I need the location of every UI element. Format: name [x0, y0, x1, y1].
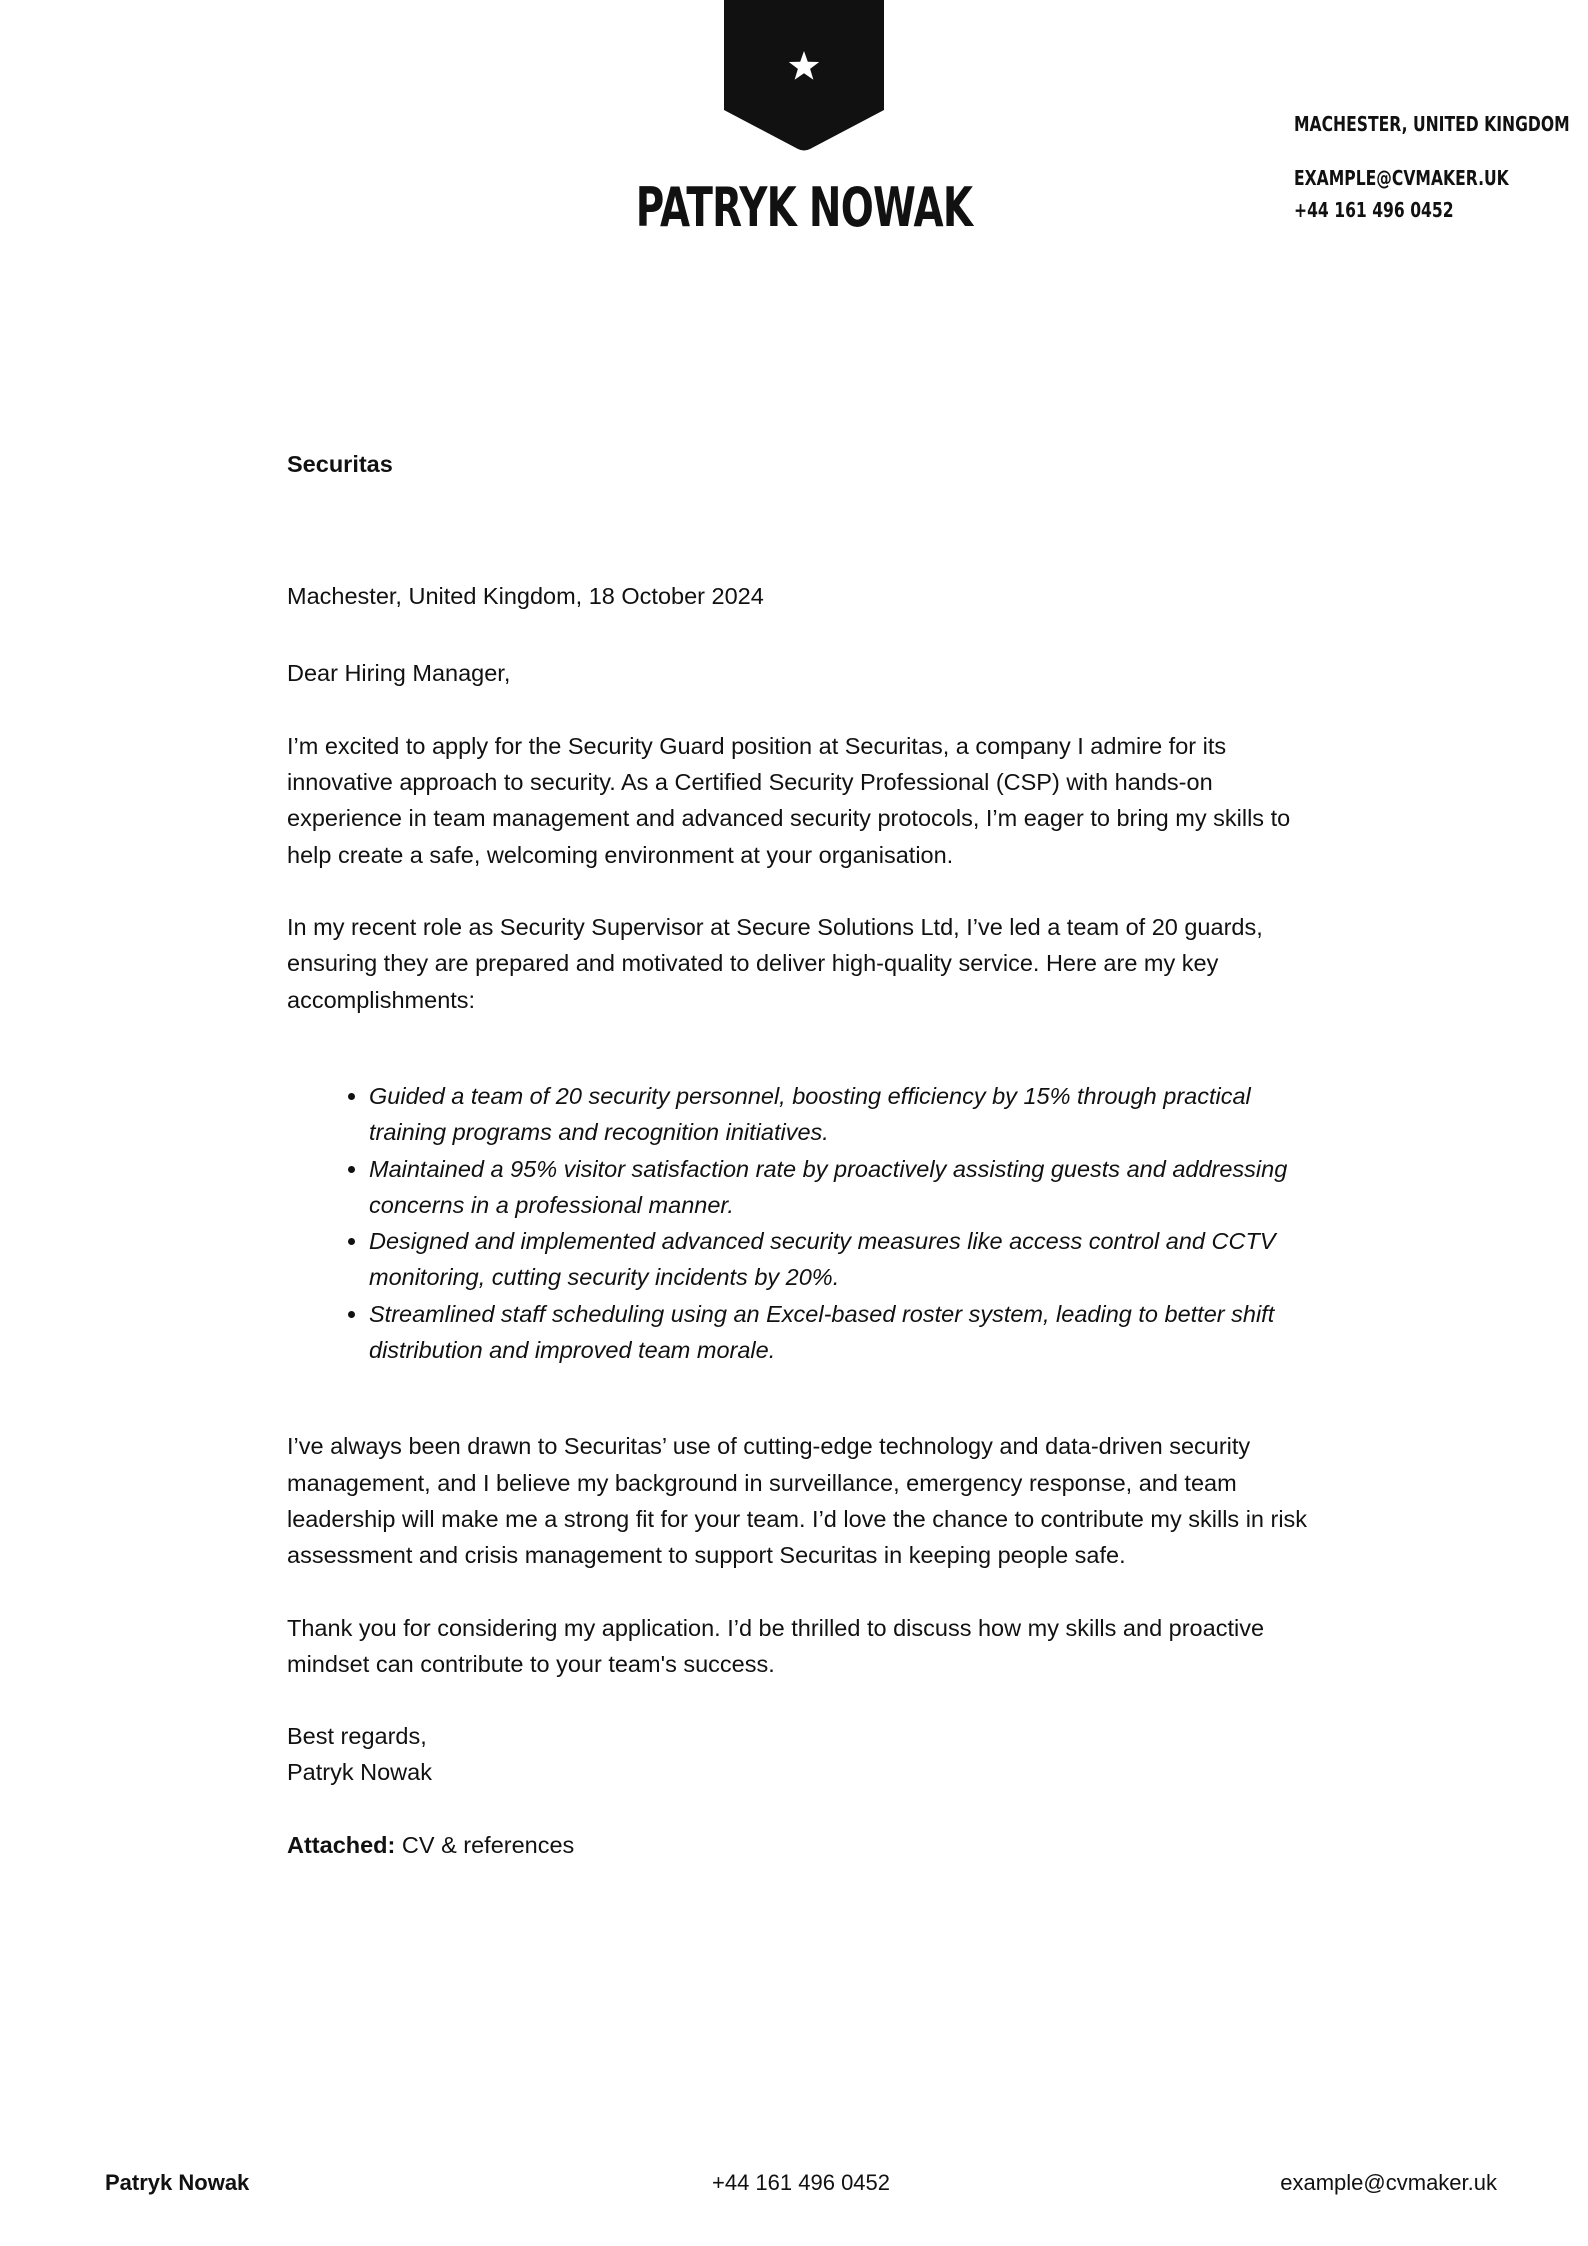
footer	[0, 2170, 1588, 2210]
paragraph-motivation: I’ve always been drawn to Securitas’ use of cutting-edge technology and data-driven security management, and I believe my background in surveillance, emergency response, and team leadership will make me a strong fit for your team. I’d love the chance to contribute my skills in risk assessment and crisis management to support Securitas in keeping people safe.	[287, 1433, 1308, 1569]
list-item: • Maintained a 95% visitor satisfaction rate by proactively assisting guests and addressing concerns in a professional manner.	[369, 1151, 1327, 1224]
footer-phone[interactable]: +44 161 496 0452	[712, 2170, 891, 2195]
contact-email[interactable]: EXAMPLE@CVMAKER.UK	[1294, 166, 1509, 190]
footer-name: Patryk Nowak	[105, 2170, 250, 2195]
applicant-name: PATRYK NOWAK	[635, 176, 973, 239]
attached-value: CV & references	[401, 1831, 575, 1858]
paragraph-thanks: Thank you for considering my application. I’d be thrilled to discuss how my skills and proactive mindset can contribute to your team's success.	[287, 1614, 1265, 1677]
contact-location: MACHESTER, UNITED KINGDOM	[1294, 112, 1570, 136]
contact-phone[interactable]: +44 161 496 0452	[1294, 198, 1454, 222]
footer-email[interactable]: example@cvmaker.uk	[1280, 2170, 1497, 2195]
letter-date: Machester, United Kingdom, 18 October 2024	[287, 583, 764, 610]
attached-label: Attached:	[287, 1831, 396, 1858]
paragraph-role: In my recent role as Security Supervisor at Secure Solutions Ltd, I’ve led a team of 20 guards, ensuring they are prepared and motivated to deliver high-quality service. Here are my key accomplishments:	[287, 914, 1263, 1013]
paragraph-intro: I’m excited to apply for the Security Guard position at Securitas, a company I admire for its innovative approach to security. As a Certified Security Professional (CSP) with hands-on experience in team management and advanced security protocols, I’m eager to bring my skills to help create a safe, welcoming environment at your organisation.	[287, 732, 1291, 868]
greeting: Dear Hiring Manager,	[287, 659, 511, 686]
contact-block	[1294, 108, 1570, 226]
star-icon	[724, 0, 884, 152]
attachments-line	[287, 1827, 1327, 1863]
list-item: • Designed and implemented advanced security measures like access control and CCTV monitoring, cutting security incidents by 20%.	[369, 1223, 1327, 1296]
list-item: • Streamlined staff scheduling using an Excel-based roster system, leading to better shift distribution and improved team morale.	[369, 1296, 1327, 1369]
recipient-company: Securitas	[287, 451, 393, 477]
header-badge	[724, 0, 884, 152]
accomplishments-list	[287, 1078, 1327, 1368]
signature: Patryk Nowak	[287, 1759, 432, 1786]
closing: Best regards,	[287, 1723, 427, 1750]
letter-body	[287, 446, 1327, 1863]
list-item: • Guided a team of 20 security personnel, boosting efficiency by 15% through practical training programs and recognition initiatives.	[369, 1078, 1327, 1151]
